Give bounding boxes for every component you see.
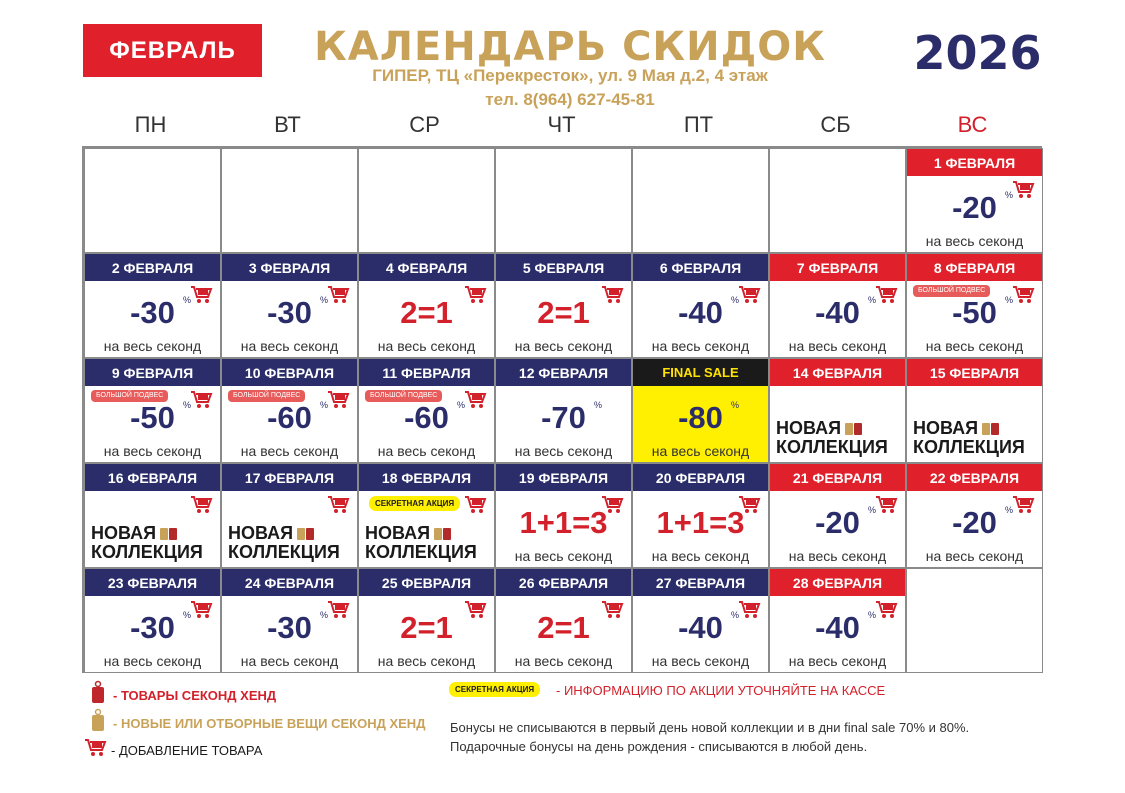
day-date: 12 ФЕВРАЛЯ [496, 359, 631, 386]
discount-scope: на весь секонд [788, 653, 887, 669]
new-collection-line1: НОВАЯ [776, 418, 842, 438]
weekday-fri: ПТ [683, 112, 714, 137]
empty-cell [221, 148, 358, 253]
discount-scope: на весь секонд [514, 653, 613, 669]
percent-sign: % [731, 610, 740, 620]
promo-value: 2=1 [537, 610, 590, 645]
promo-value: 1+1=3 [519, 505, 608, 540]
gold-tag-icon [91, 708, 105, 737]
day-cell [906, 463, 1043, 568]
weekday-sun: ВС [957, 112, 988, 137]
weekday-mon: ПН [134, 112, 167, 137]
day-date: 6 ФЕВРАЛЯ [633, 254, 768, 281]
red-tag-icon [91, 680, 105, 709]
cart-icon [84, 738, 108, 760]
new-collection-label [776, 420, 888, 456]
percent-sign: % [457, 400, 466, 410]
new-collection-line2: КОЛЛЕКЦИЯ [91, 542, 203, 562]
percent-sign: % [868, 295, 877, 305]
percent-sign: % [320, 610, 329, 620]
empty-cell [906, 568, 1043, 673]
day-date: 14 ФЕВРАЛЯ [770, 359, 905, 386]
new-collection-label [913, 420, 1025, 456]
weekday-wed: СР [409, 112, 440, 137]
final-sale-cell [632, 358, 769, 463]
new-collection-label [91, 525, 203, 561]
store-address: ГИПЕР, ТЦ «Перекресток», ул. 9 Мая д.2, 4 этаж [372, 66, 768, 85]
promo-value: 2=1 [400, 610, 453, 645]
discount-scope: на весь секонд [788, 338, 887, 354]
day-date: 18 ФЕВРАЛЯ [359, 464, 494, 491]
percent-sign: % [868, 505, 877, 515]
day-date: 3 ФЕВРАЛЯ [222, 254, 357, 281]
percent-sign: % [868, 610, 877, 620]
cart-icon [190, 495, 214, 515]
percent-sign: % [1005, 190, 1014, 200]
secret-promo-badge: СЕКРЕТНАЯ АКЦИЯ [449, 682, 540, 697]
day-cell [221, 253, 358, 358]
day-date: 1 ФЕВРАЛЯ [907, 149, 1042, 176]
discount-scope: на весь секонд [514, 548, 613, 564]
legend-new-items: - НОВЫЕ ИЛИ ОТБОРНЫЕ ВЕЩИ СЕКОНД ХЕНД [113, 716, 426, 731]
percent-sign: % [183, 610, 192, 620]
month-badge: ФЕВРАЛЬ [83, 24, 262, 77]
promo-value: 1+1=3 [656, 505, 745, 540]
new-collection-line1: НОВАЯ [913, 418, 979, 438]
day-cell [221, 358, 358, 463]
empty-cell [84, 148, 221, 253]
day-cell [769, 568, 906, 673]
discount-scope: на весь секонд [240, 338, 339, 354]
promo-value: 2=1 [400, 295, 453, 330]
percent-sign: % [1005, 295, 1014, 305]
new-collection-line2: КОЛЛЕКЦИЯ [365, 542, 477, 562]
day-date: 23 ФЕВРАЛЯ [85, 569, 220, 596]
discount-value: -30 [130, 610, 175, 645]
discount-scope: на весь секонд [103, 653, 202, 669]
day-date: 19 ФЕВРАЛЯ [496, 464, 631, 491]
day-date: 22 ФЕВРАЛЯ [907, 464, 1042, 491]
percent-sign: % [320, 400, 329, 410]
discount-scope: на весь секонд [377, 443, 476, 459]
empty-cell [358, 148, 495, 253]
day-date: 8 ФЕВРАЛЯ [907, 254, 1042, 281]
secret-promo-badge: СЕКРЕТНАЯ АКЦИЯ [369, 496, 460, 511]
promo-badge: БОЛЬШОЙ ПОДВЕС [91, 390, 168, 402]
discount-scope: на весь секонд [925, 338, 1024, 354]
cart-icon [464, 495, 488, 515]
discount-scope: на весь секонд [377, 653, 476, 669]
day-date: 16 ФЕВРАЛЯ [85, 464, 220, 491]
percent-sign: % [320, 295, 329, 305]
percent-sign: % [183, 295, 192, 305]
new-collection-line2: КОЛЛЕКЦИЯ [776, 437, 888, 457]
discount-scope: на весь секонд [651, 443, 750, 459]
day-date: 26 ФЕВРАЛЯ [496, 569, 631, 596]
day-cell [495, 463, 632, 568]
day-cell [769, 253, 906, 358]
discount-value: -40 [678, 295, 723, 330]
day-cell [358, 358, 495, 463]
day-cell [84, 568, 221, 673]
day-date: 9 ФЕВРАЛЯ [85, 359, 220, 386]
empty-cell [632, 148, 769, 253]
promo-badge: БОЛЬШОЙ ПОДВЕС [365, 390, 442, 402]
weekday-thu: ЧТ [547, 112, 576, 137]
new-collection-label [365, 525, 477, 561]
day-date: 24 ФЕВРАЛЯ [222, 569, 357, 596]
discount-value: -30 [130, 295, 175, 330]
new-collection-line1: НОВАЯ [228, 523, 294, 543]
day-date: 27 ФЕВРАЛЯ [633, 569, 768, 596]
day-cell [906, 253, 1043, 358]
discount-scope: на весь секонд [240, 443, 339, 459]
new-collection-line2: КОЛЛЕКЦИЯ [913, 437, 1025, 457]
legend-secret-promo: - ИНФОРМАЦИЮ ПО АКЦИИ УТОЧНЯЙТЕ НА КАССЕ [556, 683, 886, 698]
discount-scope: на весь секонд [651, 338, 750, 354]
day-cell [769, 463, 906, 568]
discount-value: -70 [541, 400, 586, 435]
day-cell [221, 463, 358, 568]
new-collection-line1: НОВАЯ [91, 523, 157, 543]
new-collection-line2: КОЛЛЕКЦИЯ [228, 542, 340, 562]
bonus-notes [450, 718, 969, 756]
legend-add-item: - ДОБАВЛЕНИЕ ТОВАРА [111, 743, 263, 758]
day-date: 28 ФЕВРАЛЯ [770, 569, 905, 596]
day-cell [358, 463, 495, 568]
discount-value: -40 [815, 610, 860, 645]
percent-sign: % [731, 295, 740, 305]
discount-value: -60 [404, 400, 449, 435]
store-phone: тел. 8(964) 627-45-81 [485, 90, 655, 109]
day-date: 2 ФЕВРАЛЯ [85, 254, 220, 281]
discount-value: -50 [952, 295, 997, 330]
bonus-note-2: Подарочные бонусы на день рождения - списываются в любой день. [450, 739, 868, 754]
day-cell [632, 463, 769, 568]
day-cell [495, 253, 632, 358]
discount-value: -30 [267, 295, 312, 330]
day-cell [221, 568, 358, 673]
discount-value: -20 [952, 190, 997, 225]
new-collection-label [228, 525, 340, 561]
weekday-sat: СБ [820, 112, 851, 137]
percent-sign: % [1005, 505, 1014, 515]
day-date: 5 ФЕВРАЛЯ [496, 254, 631, 281]
calendar-grid [82, 146, 1042, 673]
promo-badge: БОЛЬШОЙ ПОДВЕС [228, 390, 305, 402]
discount-value: -50 [130, 400, 175, 435]
day-date: FINAL SALE [633, 359, 768, 386]
discount-value: -20 [815, 505, 860, 540]
discount-value: -80 [678, 400, 723, 435]
day-date: 25 ФЕВРАЛЯ [359, 569, 494, 596]
day-cell [358, 568, 495, 673]
day-cell [495, 358, 632, 463]
day-cell [769, 358, 906, 463]
day-date: 21 ФЕВРАЛЯ [770, 464, 905, 491]
day-date: 7 ФЕВРАЛЯ [770, 254, 905, 281]
day-cell [906, 148, 1043, 253]
promo-value: 2=1 [537, 295, 590, 330]
year: 2026 [913, 26, 1042, 80]
discount-value: -40 [678, 610, 723, 645]
discount-scope: на весь секонд [240, 653, 339, 669]
discount-value: -60 [267, 400, 312, 435]
day-cell [495, 568, 632, 673]
discount-scope: на весь секонд [514, 338, 613, 354]
new-collection-line1: НОВАЯ [365, 523, 431, 543]
discount-scope: на весь секонд [925, 233, 1024, 249]
discount-scope: на весь секонд [103, 338, 202, 354]
day-date: 11 ФЕВРАЛЯ [359, 359, 494, 386]
empty-cell [495, 148, 632, 253]
day-date: 10 ФЕВРАЛЯ [222, 359, 357, 386]
promo-badge: БОЛЬШОЙ ПОДВЕС [913, 285, 990, 297]
discount-scope: на весь секонд [788, 548, 887, 564]
discount-scope: на весь секонд [925, 548, 1024, 564]
cart-icon [327, 495, 351, 515]
day-cell [632, 568, 769, 673]
day-date: 4 ФЕВРАЛЯ [359, 254, 494, 281]
day-cell [632, 253, 769, 358]
day-cell [84, 358, 221, 463]
page-title: КАЛЕНДАРЬ СКИДОК [314, 24, 826, 70]
day-date: 20 ФЕВРАЛЯ [633, 464, 768, 491]
percent-sign: % [183, 400, 192, 410]
discount-value: -30 [267, 610, 312, 645]
empty-cell [769, 148, 906, 253]
discount-scope: на весь секонд [514, 443, 613, 459]
percent-sign: % [594, 400, 603, 410]
percent-sign: % [731, 400, 740, 410]
discount-scope: на весь секонд [377, 338, 476, 354]
discount-scope: на весь секонд [651, 548, 750, 564]
discount-value: -40 [815, 295, 860, 330]
weekday-tue: ВТ [274, 112, 301, 137]
day-cell [906, 358, 1043, 463]
day-cell [84, 253, 221, 358]
bonus-note-1: Бонусы не списываются в первый день новой коллекции и в дни final sale 70% и 80%. [450, 720, 970, 735]
day-cell [358, 253, 495, 358]
discount-value: -20 [952, 505, 997, 540]
day-cell [84, 463, 221, 568]
day-date: 17 ФЕВРАЛЯ [222, 464, 357, 491]
discount-scope: на весь секонд [103, 443, 202, 459]
legend-second-hand: - ТОВАРЫ СЕКОНД ХЕНД [113, 688, 277, 703]
discount-scope: на весь секонд [651, 653, 750, 669]
day-date: 15 ФЕВРАЛЯ [907, 359, 1042, 386]
